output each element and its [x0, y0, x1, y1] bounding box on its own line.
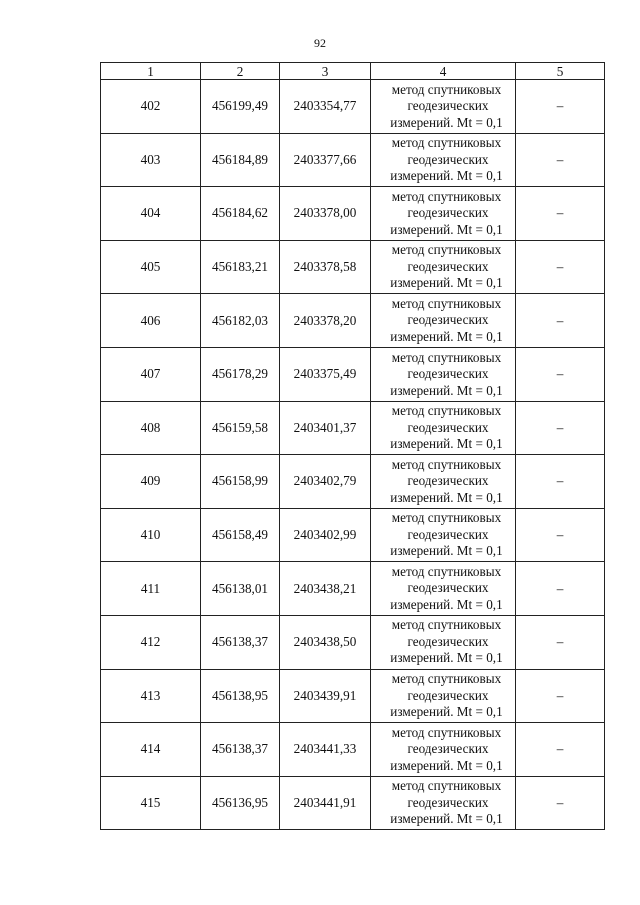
column-header-1: 1	[101, 63, 201, 80]
point-id-cell: 411	[101, 562, 201, 616]
point-id-cell: 404	[101, 187, 201, 241]
method-line-3: измерений. Mt = 0,1	[390, 650, 503, 666]
point-id-cell: 413	[101, 669, 201, 723]
x-coordinate-cell: 456138,37	[201, 723, 280, 777]
column-header-4: 4	[371, 63, 516, 80]
method-line-1: метод спутниковых	[391, 295, 502, 311]
x-coordinate-cell: 456158,49	[201, 508, 280, 562]
method-line-2: геодезических	[407, 98, 489, 114]
method-cell	[371, 347, 516, 401]
x-coordinate-cell: 456158,99	[201, 455, 280, 509]
table-body	[101, 80, 605, 830]
y-coordinate-cell: 2403439,91	[280, 669, 371, 723]
point-id-cell: 405	[101, 240, 201, 294]
method-line-3: измерений. Mt = 0,1	[390, 114, 503, 130]
method-line-1: метод спутниковых	[391, 778, 502, 794]
table-row	[101, 347, 605, 401]
method-line-3: измерений. Mt = 0,1	[390, 221, 503, 237]
method-line-3: измерений. Mt = 0,1	[390, 543, 503, 559]
method-line-1: метод спутниковых	[391, 135, 502, 151]
method-line-3: измерений. Mt = 0,1	[390, 275, 503, 291]
method-line-2: геодезических	[407, 258, 489, 274]
table-row	[101, 80, 605, 134]
table-row	[101, 669, 605, 723]
method-cell	[371, 776, 516, 830]
y-coordinate-cell: 2403438,21	[280, 562, 371, 616]
table-row	[101, 776, 605, 830]
method-line-3: измерений. Mt = 0,1	[390, 382, 503, 398]
table-row	[101, 401, 605, 455]
point-id-cell: 414	[101, 723, 201, 777]
method-line-1: метод спутниковых	[391, 81, 502, 97]
point-id-cell: 412	[101, 615, 201, 669]
table-row	[101, 133, 605, 187]
x-coordinate-cell: 456159,58	[201, 401, 280, 455]
method-line-1: метод спутниковых	[391, 510, 502, 526]
method-line-2: геодезических	[407, 312, 489, 328]
y-coordinate-cell: 2403378,20	[280, 294, 371, 348]
method-line-1: метод спутниковых	[391, 724, 502, 740]
table-row	[101, 723, 605, 777]
method-cell	[371, 187, 516, 241]
method-line-2: геодезических	[407, 473, 489, 489]
method-line-3: измерений. Mt = 0,1	[390, 596, 503, 612]
method-cell	[371, 723, 516, 777]
note-cell: –	[516, 776, 605, 830]
method-line-2: геодезических	[407, 633, 489, 649]
header-row	[101, 63, 605, 80]
method-line-3: измерений. Mt = 0,1	[390, 811, 503, 827]
method-line-2: геодезических	[407, 741, 489, 757]
point-id-cell: 402	[101, 80, 201, 134]
point-id-cell: 408	[101, 401, 201, 455]
method-cell	[371, 80, 516, 134]
method-cell	[371, 240, 516, 294]
note-cell: –	[516, 133, 605, 187]
method-line-3: измерений. Mt = 0,1	[390, 757, 503, 773]
note-cell: –	[516, 562, 605, 616]
point-id-cell: 415	[101, 776, 201, 830]
point-id-cell: 406	[101, 294, 201, 348]
method-line-2: геодезических	[407, 687, 489, 703]
method-cell	[371, 562, 516, 616]
note-cell: –	[516, 723, 605, 777]
method-line-2: геодезических	[407, 419, 489, 435]
point-id-cell: 407	[101, 347, 201, 401]
method-line-2: геодезических	[407, 794, 489, 810]
x-coordinate-cell: 456138,01	[201, 562, 280, 616]
method-line-3: измерений. Mt = 0,1	[390, 168, 503, 184]
method-line-3: измерений. Mt = 0,1	[390, 436, 503, 452]
table-row	[101, 455, 605, 509]
column-header-5: 5	[516, 63, 605, 80]
note-cell: –	[516, 80, 605, 134]
method-line-1: метод спутниковых	[391, 617, 502, 633]
method-line-1: метод спутниковых	[391, 349, 502, 365]
method-line-2: геодезических	[407, 580, 489, 596]
x-coordinate-cell: 456184,62	[201, 187, 280, 241]
method-line-2: геодезических	[407, 366, 489, 382]
method-line-1: метод спутниковых	[391, 188, 502, 204]
x-coordinate-cell: 456199,49	[201, 80, 280, 134]
y-coordinate-cell: 2403401,37	[280, 401, 371, 455]
note-cell: –	[516, 455, 605, 509]
point-id-cell: 409	[101, 455, 201, 509]
method-cell	[371, 508, 516, 562]
y-coordinate-cell: 2403378,58	[280, 240, 371, 294]
method-line-1: метод спутниковых	[391, 563, 502, 579]
note-cell: –	[516, 401, 605, 455]
x-coordinate-cell: 456138,37	[201, 615, 280, 669]
method-line-3: измерений. Mt = 0,1	[390, 489, 503, 505]
method-cell	[371, 133, 516, 187]
table-row	[101, 187, 605, 241]
method-line-1: метод спутниковых	[391, 671, 502, 687]
y-coordinate-cell: 2403402,79	[280, 455, 371, 509]
y-coordinate-cell: 2403378,00	[280, 187, 371, 241]
table-row	[101, 240, 605, 294]
y-coordinate-cell: 2403375,49	[280, 347, 371, 401]
y-coordinate-cell: 2403441,33	[280, 723, 371, 777]
method-line-2: геодезических	[407, 205, 489, 221]
method-line-1: метод спутниковых	[391, 456, 502, 472]
method-cell	[371, 669, 516, 723]
method-cell	[371, 294, 516, 348]
column-header-3: 3	[280, 63, 371, 80]
x-coordinate-cell: 456178,29	[201, 347, 280, 401]
table-row	[101, 508, 605, 562]
note-cell: –	[516, 669, 605, 723]
method-cell	[371, 615, 516, 669]
coordinates-table	[100, 62, 605, 830]
note-cell: –	[516, 508, 605, 562]
x-coordinate-cell: 456138,95	[201, 669, 280, 723]
method-line-2: геодезических	[407, 526, 489, 542]
method-line-3: измерений. Mt = 0,1	[390, 704, 503, 720]
table-row	[101, 294, 605, 348]
table-row	[101, 562, 605, 616]
x-coordinate-cell: 456182,03	[201, 294, 280, 348]
note-cell: –	[516, 187, 605, 241]
page-number: 92	[314, 36, 326, 50]
column-header-2: 2	[201, 63, 280, 80]
table-row	[101, 615, 605, 669]
method-line-3: измерений. Mt = 0,1	[390, 328, 503, 344]
method-line-2: геодезических	[407, 151, 489, 167]
method-cell	[371, 401, 516, 455]
method-line-1: метод спутниковых	[391, 242, 502, 258]
point-id-cell: 403	[101, 133, 201, 187]
y-coordinate-cell: 2403354,77	[280, 80, 371, 134]
x-coordinate-cell: 456184,89	[201, 133, 280, 187]
note-cell: –	[516, 615, 605, 669]
note-cell: –	[516, 347, 605, 401]
note-cell: –	[516, 240, 605, 294]
x-coordinate-cell: 456136,95	[201, 776, 280, 830]
point-id-cell: 410	[101, 508, 201, 562]
method-line-1: метод спутниковых	[391, 403, 502, 419]
y-coordinate-cell: 2403402,99	[280, 508, 371, 562]
y-coordinate-cell: 2403438,50	[280, 615, 371, 669]
method-cell	[371, 455, 516, 509]
note-cell: –	[516, 294, 605, 348]
x-coordinate-cell: 456183,21	[201, 240, 280, 294]
table-header	[101, 63, 605, 80]
y-coordinate-cell: 2403441,91	[280, 776, 371, 830]
y-coordinate-cell: 2403377,66	[280, 133, 371, 187]
